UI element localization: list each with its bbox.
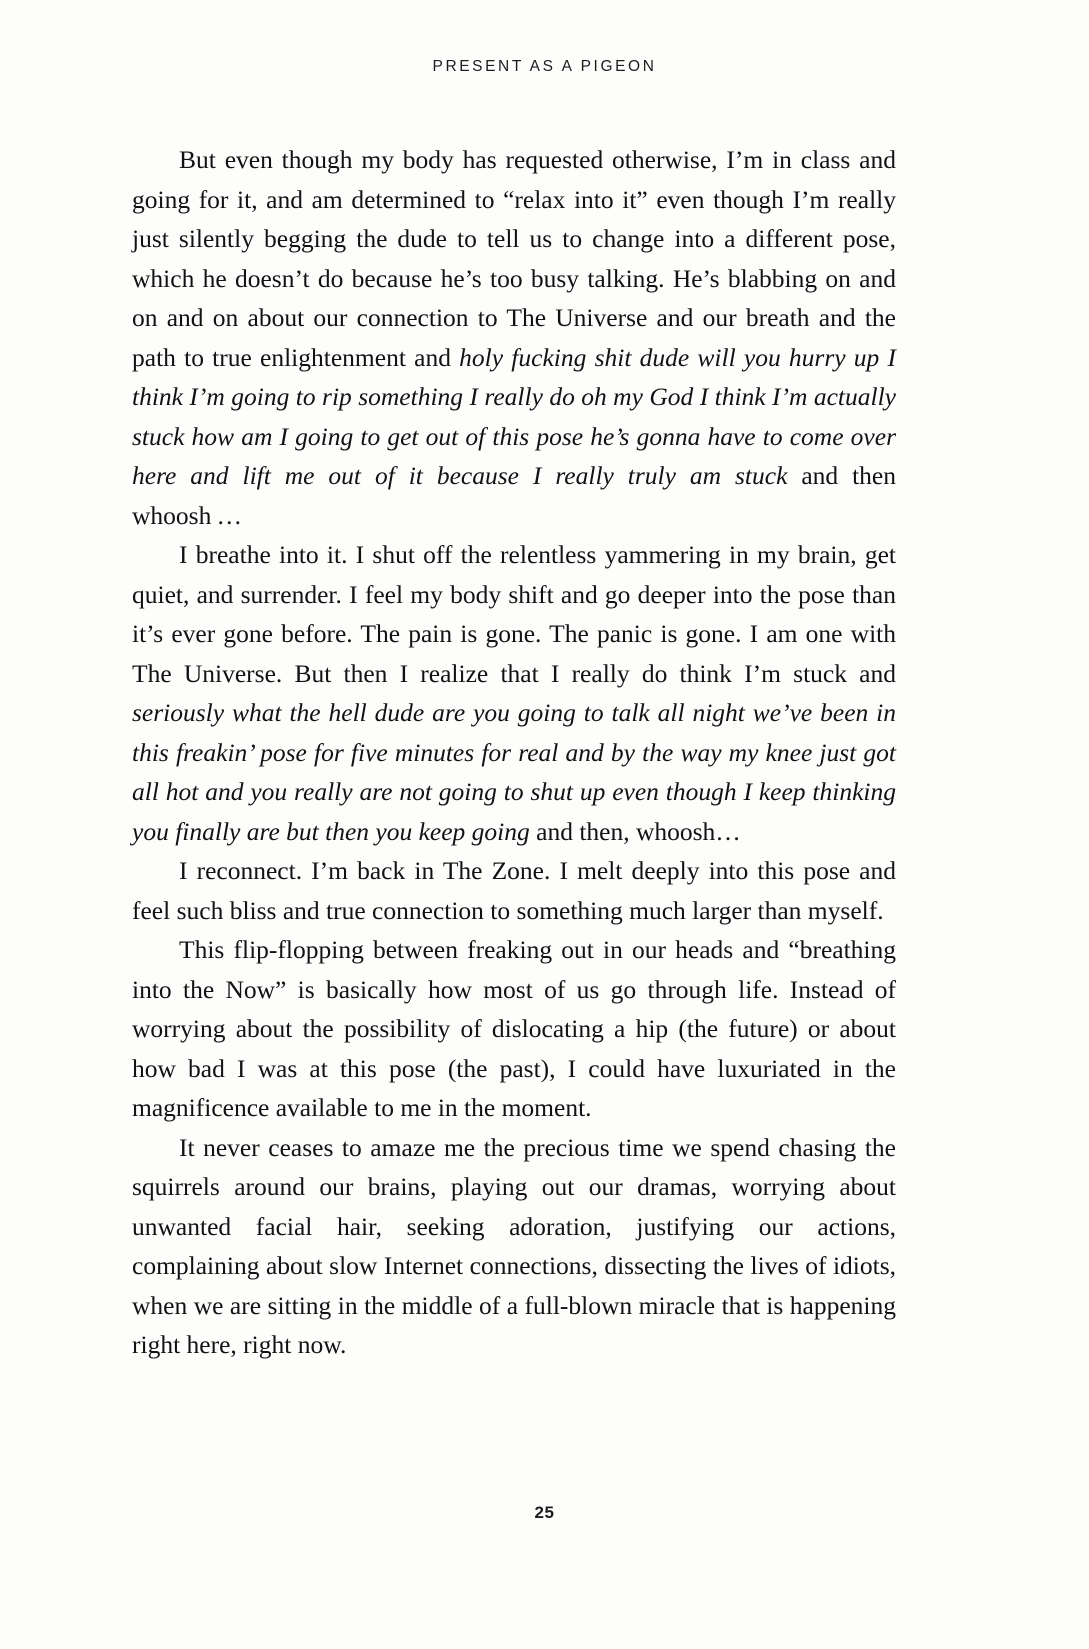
- text-run: I reconnect. I’m back in The Zone. I melt deeply into this pose and feel such bliss and true connection to something much larger than myself.: [132, 856, 896, 925]
- paragraph: [132, 851, 896, 930]
- paragraph: [132, 535, 896, 851]
- running-head: PRESENT AS A PIGEON: [432, 58, 657, 75]
- text-run: and then, whoosh…: [529, 816, 741, 846]
- text-run: I breathe into it. I shut off the relentless yammering in my brain, get quiet, and surrender. I feel my body shift and go deeper into the pose than it’s ever gone before. The pain is gone. The panic is gone. I am one with The Universe. But then I realize that I really do think I’m stuck and: [132, 540, 896, 688]
- text-run: and then whoosh …: [132, 461, 896, 530]
- text-run: This flip‑flopping between freaking out in our heads and “breathing into the Now” is basically how most of us go through life. Instead of worrying about the possibility of dislocating a hip (the future) or about how bad I was at this pose (the past), I could have luxuriated in the magnificence available to me in the moment.: [132, 935, 896, 1122]
- italic-run: seriously what the hell dude are you going to talk all night we’ve been in this freakin’ pose for five minutes for real and by the way my knee just got all hot and you really are not going to shut up even though I keep thinking you finally are but then you keep going: [132, 698, 896, 846]
- italic-run: holy fucking shit dude will you hurry up I think I’m going to rip something I really do oh my God I think I’m actually stuck how am I going to get out of this pose he’s gonna have to come over here and lift me out of it because I really truly am stuck: [132, 342, 897, 490]
- text-run: But even though my body has requested otherwise, I’m in class and going for it, and am determined to “relax into it” even though I’m really just silently begging the dude to tell us to change into a different pose, which he doesn’t do because he’s too busy talking. He’s blabbing on and on and on about our connection to The Universe and our breath and the path to true enlightenment and: [132, 145, 896, 372]
- paragraph: [132, 140, 896, 535]
- page-number: 25: [534, 1503, 555, 1522]
- page-body: [132, 140, 896, 1365]
- paragraph: [132, 930, 896, 1128]
- paragraph: [132, 1128, 896, 1365]
- text-run: It never ceases to amaze me the precious time we spend chasing the squirrels around our brains, playing out our dramas, worrying about unwanted facial hair, seeking adoration, justifying our actions, complaining about slow Internet connections, dissecting the lives of idiots, when we are sitting in the middle of a full‑blown miracle that is happening right here, right now.: [132, 1132, 896, 1359]
